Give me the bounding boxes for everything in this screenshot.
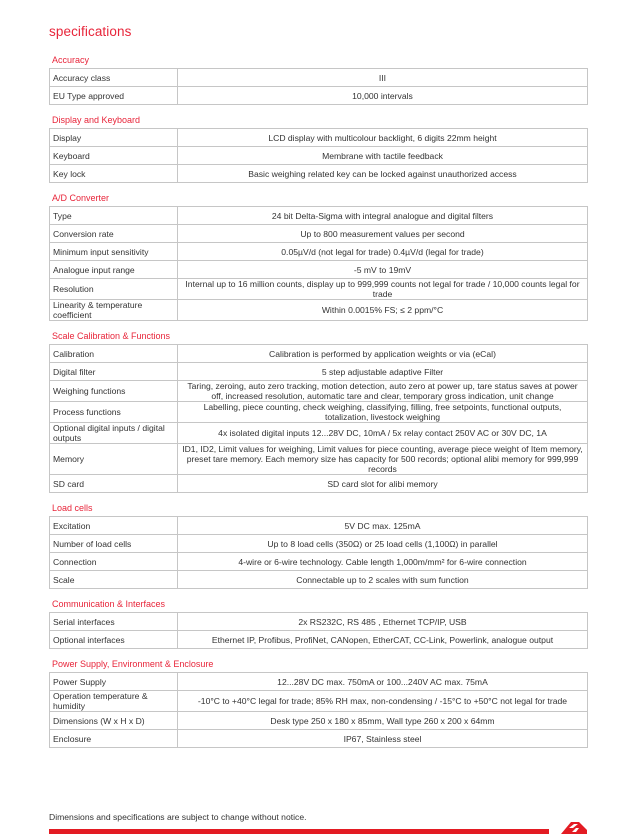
spec-label: Accuracy class bbox=[50, 69, 178, 87]
spec-value: 12...28V DC max. 750mA or 100...240V AC max. 75mA bbox=[178, 673, 588, 691]
table-row bbox=[50, 345, 588, 363]
spec-value: Taring, zeroing, auto zero tracking, motion detection, auto zero at power up, tare status saves at power off, increased resolution, automatic tare and clear, temporary gross indication, unit change bbox=[178, 381, 588, 402]
spec-label: Number of load cells bbox=[50, 535, 178, 553]
table-row bbox=[50, 147, 588, 165]
spec-value: 10,000 intervals bbox=[178, 87, 588, 105]
spec-value: Calibration is performed by application weights or via (eCal) bbox=[178, 345, 588, 363]
spec-value: Basic weighing related key can be locked against unauthorized access bbox=[178, 165, 588, 183]
spec-table bbox=[49, 68, 588, 105]
table-row bbox=[50, 571, 588, 589]
table-row bbox=[50, 673, 588, 691]
section-scale-calibration bbox=[49, 329, 588, 493]
section-title: Scale Calibration & Functions bbox=[52, 331, 171, 341]
spec-label: Weighing functions bbox=[50, 381, 178, 402]
table-row bbox=[50, 165, 588, 183]
footnote: Dimensions and specifications are subject to change without notice. bbox=[49, 812, 307, 822]
table-row bbox=[50, 243, 588, 261]
table-row bbox=[50, 207, 588, 225]
section-title: A/D Converter bbox=[52, 193, 110, 203]
table-row bbox=[50, 279, 588, 300]
spec-label: Type bbox=[50, 207, 178, 225]
spec-value: 24 bit Delta-Sigma with integral analogue and digital filters bbox=[178, 207, 588, 225]
spec-value: Within 0.0015% FS; ≤ 2 ppm/°C bbox=[178, 300, 588, 321]
spec-value: Desk type 250 x 180 x 85mm, Wall type 260 x 200 x 64mm bbox=[178, 712, 588, 730]
spec-label: Keyboard bbox=[50, 147, 178, 165]
spec-label: Scale bbox=[50, 571, 178, 589]
table-row bbox=[50, 423, 588, 444]
spec-value: 4x isolated digital inputs 12...28V DC, 10mA / 5x relay contact 250V AC or 30V DC, 1A bbox=[178, 423, 588, 444]
spec-label: Excitation bbox=[50, 517, 178, 535]
table-row bbox=[50, 69, 588, 87]
spec-value: ID1, ID2, Limit values for weighing, Limit values for piece counting, average piece weight of Item memory, preset tare memory. Each memory size has capacity for 500 records; optional alibi memory for 999,999 records bbox=[178, 444, 588, 475]
table-row bbox=[50, 730, 588, 748]
spec-value: Up to 800 measurement values per second bbox=[178, 225, 588, 243]
table-row bbox=[50, 363, 588, 381]
section-title: Power Supply, Environment & Enclosure bbox=[52, 659, 214, 669]
table-row bbox=[50, 261, 588, 279]
spec-label: Minimum input sensitivity bbox=[50, 243, 178, 261]
spec-label: Digital filter bbox=[50, 363, 178, 381]
spec-label: Key lock bbox=[50, 165, 178, 183]
table-row bbox=[50, 613, 588, 631]
table-row bbox=[50, 475, 588, 493]
section-power-supply bbox=[49, 657, 588, 748]
spec-value: Internal up to 16 million counts, display up to 999,999 counts not legal for trade / 10,000 counts legal for trade bbox=[178, 279, 588, 300]
spec-value: 5 step adjustable adaptive Filter bbox=[178, 363, 588, 381]
spec-label: Display bbox=[50, 129, 178, 147]
spec-value: -5 mV to 19mV bbox=[178, 261, 588, 279]
table-row bbox=[50, 87, 588, 105]
section-title: Accuracy bbox=[52, 55, 90, 65]
spec-table bbox=[49, 612, 588, 649]
spec-value: 4-wire or 6-wire technology. Cable length 1,000m/mm² for 6-wire connection bbox=[178, 553, 588, 571]
spec-label: EU Type approved bbox=[50, 87, 178, 105]
spec-label: Serial interfaces bbox=[50, 613, 178, 631]
table-row bbox=[50, 402, 588, 423]
spec-value: IP67, Stainless steel bbox=[178, 730, 588, 748]
page-title: specifications bbox=[49, 24, 132, 39]
brand-logo-icon bbox=[557, 818, 587, 834]
spec-label: Connection bbox=[50, 553, 178, 571]
table-row bbox=[50, 712, 588, 730]
spec-table bbox=[49, 206, 588, 321]
spec-label: Calibration bbox=[50, 345, 178, 363]
spec-value: 2x RS232C, RS 485 , Ethernet TCP/IP, USB bbox=[178, 613, 588, 631]
section-load-cells bbox=[49, 501, 588, 589]
spec-label: Power Supply bbox=[50, 673, 178, 691]
spec-label: SD card bbox=[50, 475, 178, 493]
table-row bbox=[50, 631, 588, 649]
spec-value: 0.05µV/d (not legal for trade) 0.4µV/d (legal for trade) bbox=[178, 243, 588, 261]
specifications-content bbox=[49, 53, 588, 756]
footer-red-bar bbox=[49, 829, 549, 834]
spec-label: Optional digital inputs / digital outputs bbox=[50, 423, 178, 444]
table-row bbox=[50, 300, 588, 321]
spec-table bbox=[49, 672, 588, 748]
table-row bbox=[50, 444, 588, 475]
section-title: Communication & Interfaces bbox=[52, 599, 166, 609]
spec-label: Dimensions (W x H x D) bbox=[50, 712, 178, 730]
spec-label: Operation temperature & humidity bbox=[50, 691, 178, 712]
section-title: Load cells bbox=[52, 503, 93, 513]
spec-table bbox=[49, 128, 588, 183]
spec-value: LCD display with multicolour backlight, 6 digits 22mm height bbox=[178, 129, 588, 147]
spec-value: 5V DC max. 125mA bbox=[178, 517, 588, 535]
spec-label: Linearity & temperature coefficient bbox=[50, 300, 178, 321]
spec-label: Conversion rate bbox=[50, 225, 178, 243]
spec-value: SD card slot for alibi memory bbox=[178, 475, 588, 493]
section-accuracy bbox=[49, 53, 588, 105]
spec-label: Memory bbox=[50, 444, 178, 475]
section-title: Display and Keyboard bbox=[52, 115, 141, 125]
spec-label: Process functions bbox=[50, 402, 178, 423]
spec-value: -10°C to +40°C legal for trade; 85% RH max, non-condensing / -15°C to +50°C not legal for trade bbox=[178, 691, 588, 712]
section-communication bbox=[49, 597, 588, 649]
section-display-keyboard bbox=[49, 113, 588, 183]
spec-label: Analogue input range bbox=[50, 261, 178, 279]
spec-label: Optional interfaces bbox=[50, 631, 178, 649]
table-row bbox=[50, 225, 588, 243]
section-ad-converter bbox=[49, 191, 588, 321]
spec-value: Ethernet IP, Profibus, ProfiNet, CANopen, EtherCAT, CC-Link, Powerlink, analogue output bbox=[178, 631, 588, 649]
spec-table bbox=[49, 344, 588, 493]
spec-label: Resolution bbox=[50, 279, 178, 300]
table-row bbox=[50, 381, 588, 402]
table-row bbox=[50, 129, 588, 147]
table-row bbox=[50, 553, 588, 571]
table-row bbox=[50, 691, 588, 712]
spec-value: Membrane with tactile feedback bbox=[178, 147, 588, 165]
spec-label: Enclosure bbox=[50, 730, 178, 748]
spec-table bbox=[49, 516, 588, 589]
table-row bbox=[50, 517, 588, 535]
spec-value: III bbox=[178, 69, 588, 87]
spec-value: Labelling, piece counting, check weighing, classifying, filling, free setpoints, functional outputs, totalization, livestock weighing bbox=[178, 402, 588, 423]
spec-value: Up to 8 load cells (350Ω) or 25 load cells (1,100Ω) in parallel bbox=[178, 535, 588, 553]
spec-value: Connectable up to 2 scales with sum function bbox=[178, 571, 588, 589]
table-row bbox=[50, 535, 588, 553]
